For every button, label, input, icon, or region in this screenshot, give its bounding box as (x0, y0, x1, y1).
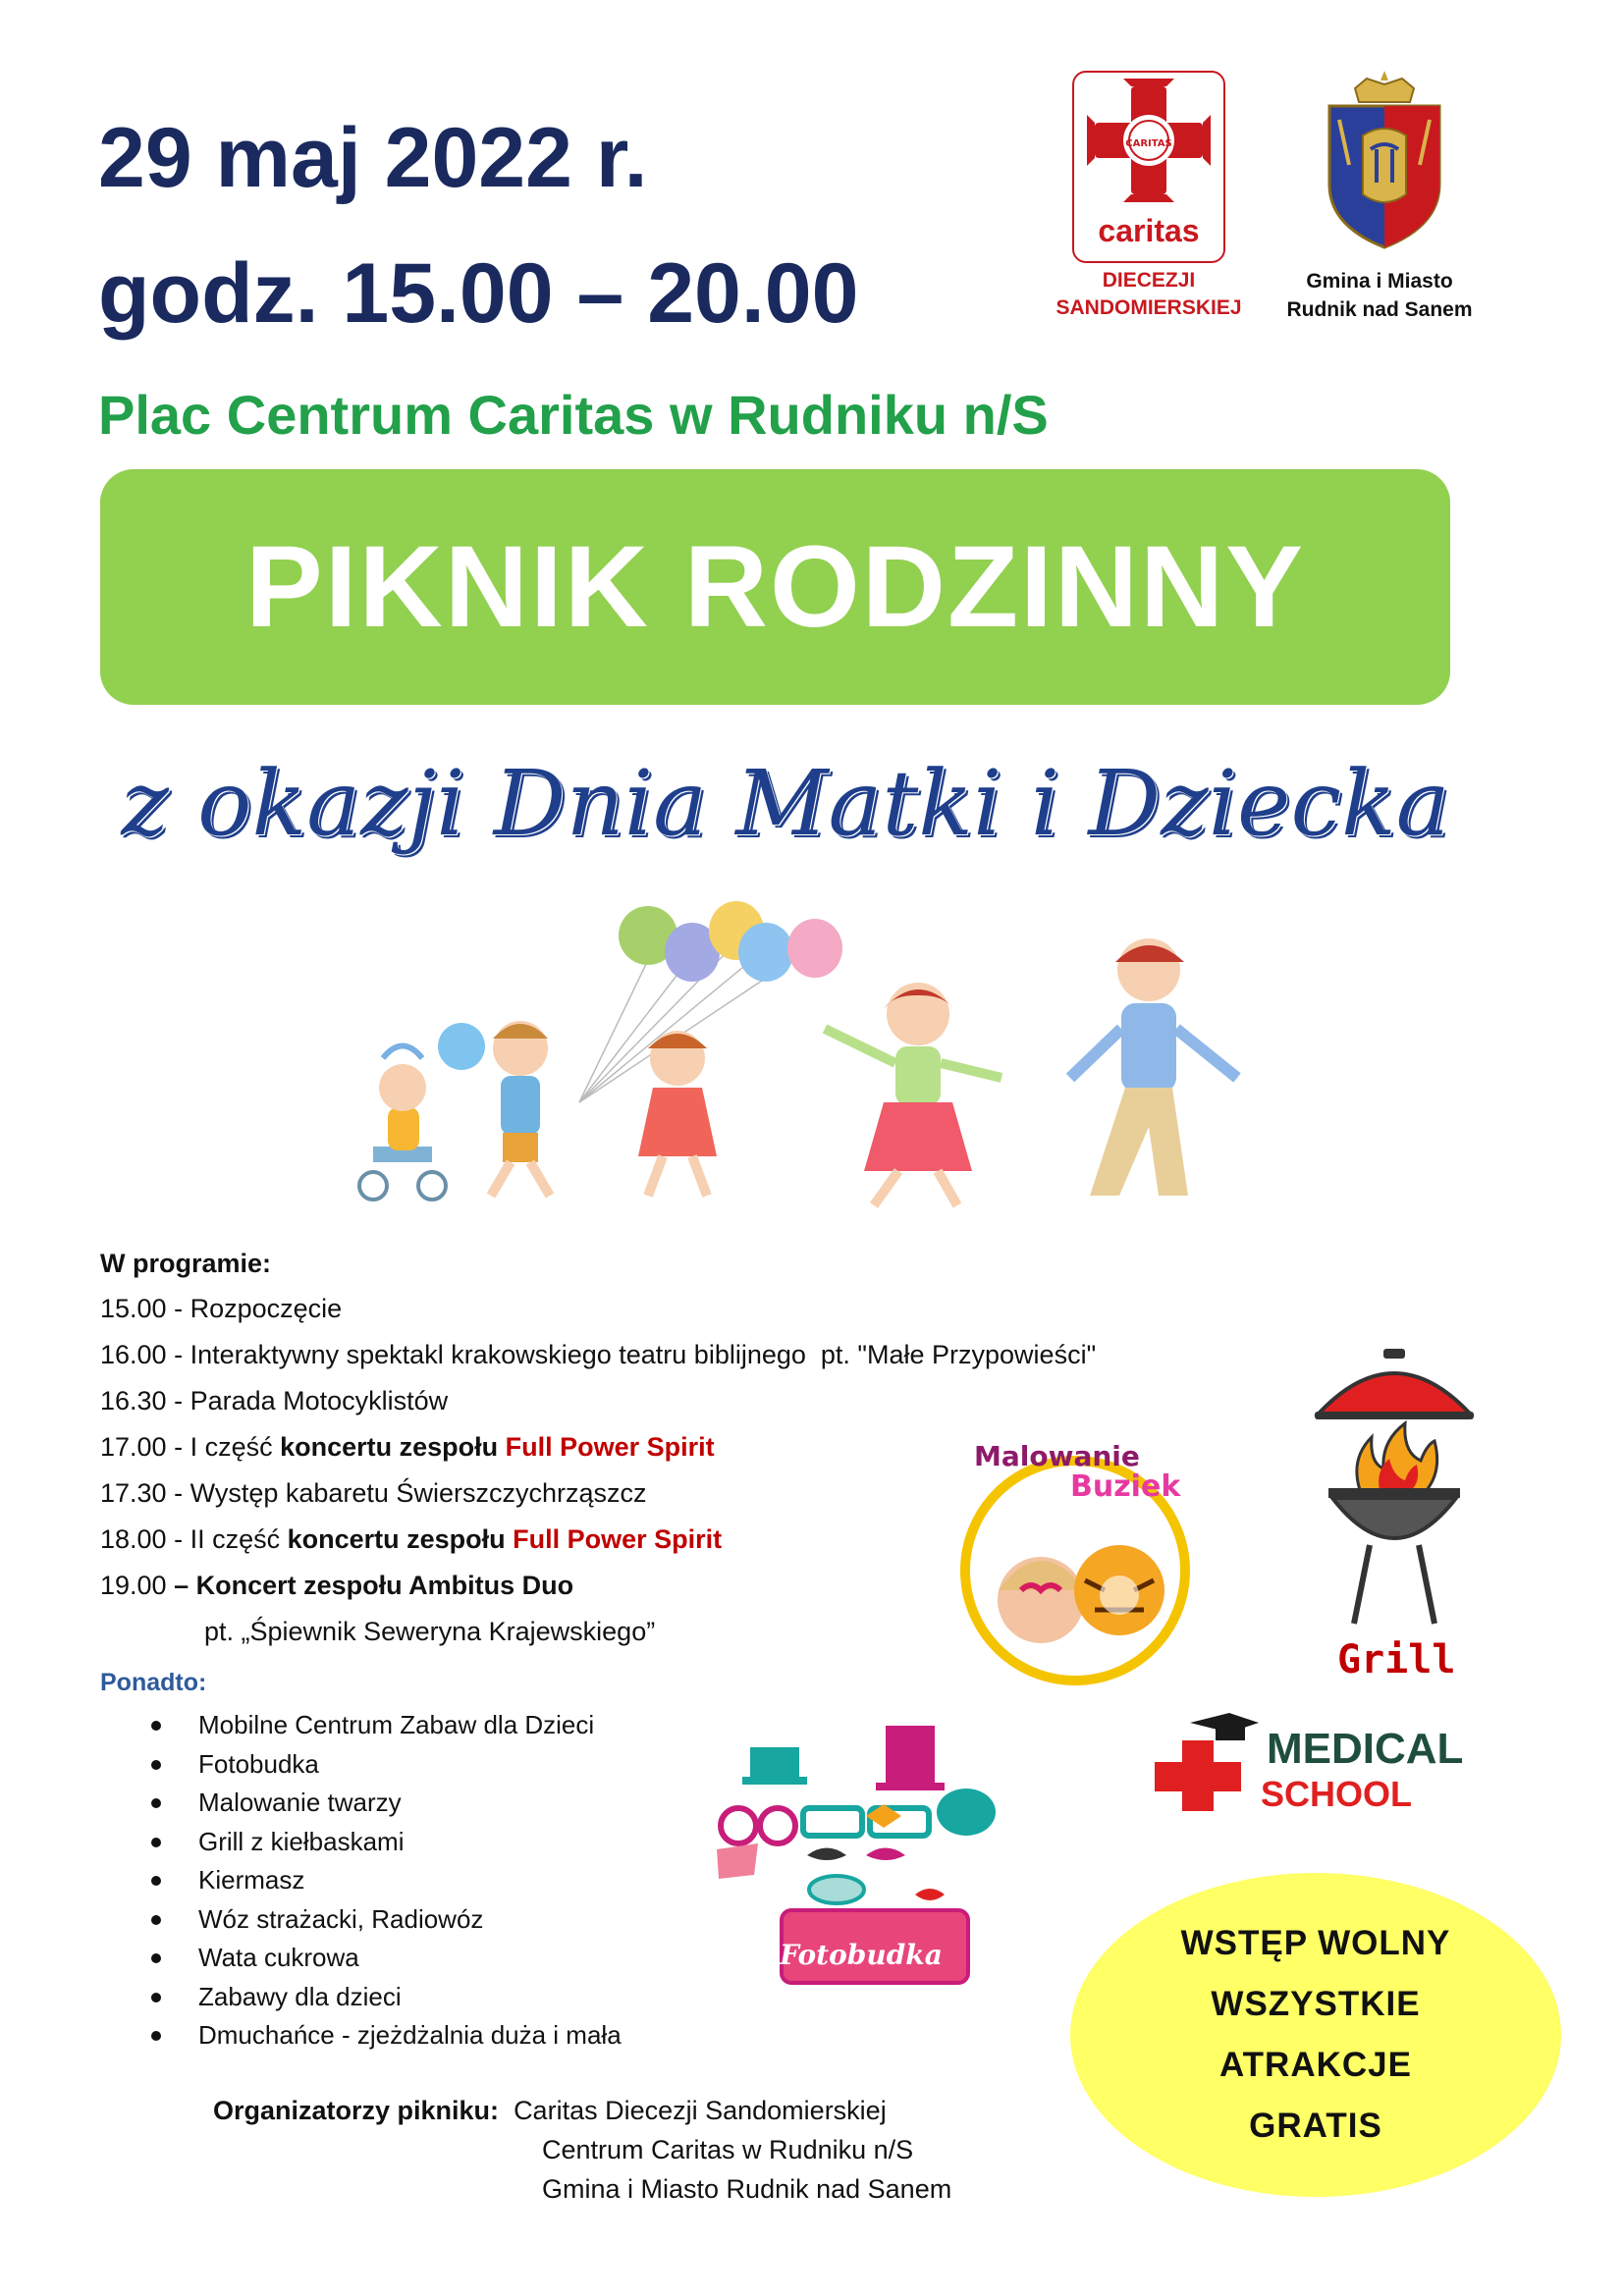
banner-title: PIKNIK RODZINNY (245, 522, 1305, 652)
mother-figure (825, 983, 1001, 1205)
grill-icon (1311, 1343, 1478, 1628)
list-item: Dmuchańce - zjeżdżalnia duża i mała (147, 2016, 622, 2056)
caritas-logo (1072, 71, 1225, 263)
free-entry-line: WSZYSTKIE (1211, 1985, 1421, 2023)
list-item: Malowanie twarzy (147, 1784, 622, 1823)
program-item: 17.00 - I część koncertu zespołu Full Power Spirit (100, 1432, 715, 1462)
free-entry-badge (1070, 1873, 1561, 2197)
organizers: Organizatorzy pikniku: Caritas Diecezji Sandomierskiej Centrum Caritas w Rudniku n/S Gmina i Miasto Rudnik nad Sanem (213, 2096, 952, 2204)
free-entry-line: WSTĘP WOLNY (1180, 1924, 1451, 1962)
free-entry-line: GRATIS (1249, 2107, 1382, 2145)
list-item: Kiermasz (147, 1861, 622, 1900)
gmina-caption-line2: Rudnik nad Sanem (1286, 298, 1473, 322)
list-item: Fotobudka (147, 1745, 622, 1785)
medical-school-logo (1151, 1713, 1259, 1811)
banner-subtitle: z okazji Dnia Matki i Dziecka (121, 751, 1450, 856)
balloons-icon (579, 901, 842, 1102)
photo-booth-label: Fotobudka (780, 1939, 943, 1971)
program-item: 16.30 - Parada Motocyklistów (100, 1386, 449, 1415)
free-entry-line: ATRAKCJE (1219, 2046, 1412, 2084)
caritas-caption-line1: DIECEZJI (1102, 269, 1196, 292)
title-banner (100, 469, 1450, 705)
program-item: 17.30 - Występ kabaretu Świerszczychrząszcz (100, 1478, 647, 1508)
program-item: 15.00 - Rozpoczęcie (100, 1294, 343, 1323)
caritas-caption-line2: SANDOMIERSKIEJ (1056, 296, 1242, 320)
extras-list (147, 1706, 622, 2056)
program-item: 18.00 - II część koncertu zespołu Full Power Spirit (100, 1524, 723, 1554)
program-continuation: pt. „Śpiewnik Seweryna Krajewskiego” (204, 1617, 656, 1646)
list-item: Wata cukrowa (147, 1939, 622, 1978)
list-item: Zabawy dla dzieci (147, 1978, 622, 2017)
event-date: 29 maj 2022 r. (98, 111, 648, 205)
grill-label: Grill (1337, 1637, 1456, 1682)
event-place: Plac Centrum Caritas w Rudniku n/S (98, 384, 1049, 446)
caritas-ring-text: CARITAS (1125, 138, 1172, 149)
gmina-coat-of-arms (1316, 67, 1453, 253)
boy-figure (491, 1021, 550, 1196)
extras-heading: Ponadto: (100, 1669, 207, 1696)
face-painting-title-1: Malowanie (974, 1440, 1140, 1472)
list-item: Grill z kiełbaskami (147, 1823, 622, 1862)
gmina-caption-line1: Gmina i Miasto (1306, 270, 1453, 293)
event-time: godz. 15.00 – 20.00 (98, 246, 859, 341)
organizers-label: Organizatorzy pikniku: (213, 2096, 500, 2125)
program-item: 19.00 – Koncert zespołu Ambitus Duo (100, 1571, 574, 1600)
list-item: Wóz strażacki, Radiowóz (147, 1900, 622, 1940)
medical-text: MEDICAL (1267, 1725, 1464, 1773)
program-heading: W programie: (100, 1249, 272, 1278)
list-item: Mobilne Centrum Zabaw dla Dzieci (147, 1706, 622, 1745)
school-text: SCHOOL (1261, 1774, 1413, 1814)
baby-on-tricycle (359, 1046, 446, 1201)
gmina-logo-caption (1276, 267, 1483, 325)
family-illustration (353, 901, 1286, 1215)
caritas-logo-caption (1041, 267, 1257, 323)
caritas-word: caritas (1098, 213, 1200, 248)
program-item: 16.00 - Interaktywny spektakl krakowskiego teatru biblijnego pt. "Małe Przypowieści" (100, 1340, 1097, 1369)
father-figure (1070, 938, 1237, 1196)
face-painting-title-2: Buziek (1070, 1469, 1181, 1504)
